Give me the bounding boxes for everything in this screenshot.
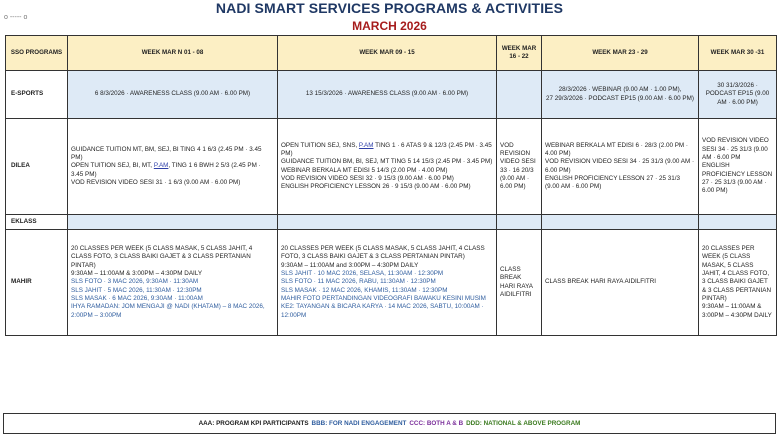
eklass-week3 (497, 215, 542, 230)
mahir-line: SLS MASAK · 6 MAC 2026, 9:30AM · 11:00AM (71, 294, 203, 302)
program-label: E-SPORTS (6, 71, 68, 119)
column-header: WEEK MAR N 01 - 08 (68, 36, 278, 71)
text-fragment: OPEN TUITION SEJ, BI, MT, (71, 162, 154, 170)
mahir-week4: CLASS BREAK HARI RAYA AIDILFITRI (542, 230, 699, 336)
esports-week4-line: 27 29/3/2026 · PODCAST EP15 (9.00 AM · 6.00 PM) (546, 94, 694, 102)
mahir-week1 (68, 230, 278, 336)
dilea-week3: VOD REVISION VIDEO SESI 33 · 16 20/3 (9.00 AM · 6.00 PM) (497, 119, 542, 215)
mahir-week2 (278, 230, 497, 336)
legend-item-both: CCC: BOTH A & B (409, 420, 464, 427)
esports-week4 (542, 71, 699, 119)
dilea-line (281, 142, 493, 159)
dilea-line: VOD REVISION VIDEO SESI 32 · 9 15/3 (9.00 AM · 6.00 PM) (281, 174, 454, 182)
table-row-esports (6, 71, 777, 119)
page-subtitle: MARCH 2026 (352, 19, 427, 33)
mahir-line: SLS FOTO · 3 MAC 2026, 9:30AM · 11:30AM (71, 278, 199, 286)
dilea-week5 (699, 119, 777, 215)
esports-week5: 30 31/3/2026 · PODCAST EP15 (9.00 AM · 6.00 PM) (699, 71, 777, 119)
dilea-line: GUIDANCE TUITION MT, BM, SEJ, BI TING 4 1 6/3 (2.45 PM · 3.45 PM) (71, 145, 262, 162)
esports-week1: 6 8/3/2026 · AWARENESS CLASS (9.00 AM · 6.00 PM) (68, 71, 278, 119)
page-title: NADI SMART SERVICES PROGRAMS & ACTIVITIES (215, 0, 564, 16)
eklass-week5 (699, 215, 777, 230)
legend-item-engagement: BBB: FOR NADI ENGAGEMENT (311, 420, 407, 427)
esports-week2: 13 15/3/2026 · AWARENESS CLASS (9.00 AM · 6.00 PM) (278, 71, 497, 119)
esports-week3 (497, 71, 542, 119)
legend-bar (3, 413, 776, 434)
program-label: EKLASS (6, 215, 68, 230)
pam-link[interactable]: P.AM (358, 141, 374, 149)
mahir-line: 9:30AM – 11:00AM & 3:00PM – 4:30PM DAILY (71, 270, 203, 278)
mahir-week5 (699, 230, 777, 336)
column-header: SSO PROGRAMS (6, 36, 68, 71)
dilea-week4 (542, 119, 699, 215)
mahir-line: IHYA RAMADAN: JOM MENGAJI @ NADI (KHATAM) – 8 MAC 2026, 2:00PM – 3:00PM (71, 303, 265, 319)
esports-week4-line: 28/3/2026 · WEBINAR (9.00 AM · 1.00 PM), (558, 86, 682, 94)
program-label: DILEA (6, 119, 68, 215)
eklass-week1 (68, 215, 278, 230)
dilea-line: ENGLISH PROFICIENCY LESSON 27 · 25 31/3 (9.00 AM · 6.00 PM) (702, 162, 773, 195)
dilea-line (71, 162, 274, 179)
text-fragment: TING 1 · 6 ATAS 9 & 12/3 (2.45 PM · 3.45 PM) (281, 141, 492, 157)
mahir-line: 9:30AM – 11:00AM and 3:00PM – 4:30PM DAILY (281, 261, 419, 269)
dilea-line: ENGLISH PROFICIENCY LESSON 26 · 9 15/3 (9.00 AM · 6.00 PM) (281, 183, 471, 191)
mahir-line: SLS JAHIT · 10 MAC 2026, SELASA, 11:30AM · 12:30PM (281, 270, 444, 278)
mahir-line: 9:30AM – 11:00AM & 3:00PM – 4:30PM DAILY (702, 303, 772, 319)
column-header: WEEK MAR 09 - 15 (278, 36, 497, 71)
mahir-line: 20 CLASSES PER WEEK (5 CLASS MASAK, 5 CLASS JAHIT, 4 CLASS FOTO, 3 CLASS BAIKI GAJET & 3 CLASS PERTANIAN PINTAR) (281, 245, 485, 261)
pam-link[interactable]: P.AM (153, 162, 169, 170)
mahir-line: SLS MASAK · 12 MAC 2026, KHAMIS, 11:30AM · 12:30PM (281, 286, 448, 294)
column-header: WEEK MAR 23 - 29 (542, 36, 699, 71)
mahir-line: SLS JAHIT · 5 MAC 2026, 11:30AM · 12:30PM (71, 286, 202, 294)
table-row-eklass (6, 215, 777, 230)
table-row-mahir (6, 230, 777, 336)
dilea-line: GUIDANCE TUITION BM, BI, SEJ, MT TING 5 14 15/3 (2.45 PM · 3.45 PM) (281, 158, 493, 166)
column-header: WEEK MAR 16 - 22 (497, 36, 542, 71)
table-header-row (6, 36, 777, 71)
dilea-line: VOD REVISION VIDEO SESI 34 · 25 31/3 (9.00 AM · 6.00 PM (702, 137, 769, 162)
program-label: MAHIR (6, 230, 68, 336)
dilea-line: VOD REVISION VIDEO SESI 31 · 1 6/3 (9.00 AM · 6.00 PM) (71, 178, 241, 186)
table-row-dilea (6, 119, 777, 215)
text-fragment: OPEN TUITION SEJ, SNS, (281, 141, 359, 149)
mahir-line: SLS FOTO · 11 MAC 2026, RABU, 11:30AM · 12:30PM (281, 278, 436, 286)
dilea-line: ENGLISH PROFICIENCY LESSON 27 · 25 31/3 (9.00 AM · 6.00 PM) (545, 174, 680, 191)
eklass-week4 (542, 215, 699, 230)
mahir-line: 20 CLASSES PER WEEK (5 CLASS MASAK, 5 CLASS JAHIT, 4 CLASS FOTO, 3 CLASS BAIKI GAJET & 3 CLASS PERTANIAN PINTAR) (702, 245, 772, 302)
mahir-line: 20 CLASSES PER WEEK (5 CLASS MASAK, 5 CLASS JAHIT, 4 CLASS FOTO, 3 CLASS BAIKI GAJET & 3 CLASS PERTANIAN PINTAR) (71, 245, 253, 269)
header-decoration: o ----- o (4, 14, 28, 21)
schedule-table (5, 35, 777, 336)
mahir-line: MAHIR FOTO PERTANDINGAN VIDEOGRAFI BAWAKU KESINI MUSIM KE2: TAYANGAN & BICARA KARYA · 14 MAC 2026, SABTU, 10:00AM · 12:00PM (281, 294, 486, 319)
legend-item-national: DDD: NATIONAL & ABOVE PROGRAM (466, 420, 581, 427)
legend-item-kpi: AAA: PROGRAM KPI PARTICIPANTS (198, 420, 309, 427)
column-header: WEEK MAR 30 -31 (699, 36, 777, 71)
eklass-week2 (278, 215, 497, 230)
mahir-week3: CLASS BREAK HARI RAYA AIDILFITRI (497, 230, 542, 336)
dilea-week2 (278, 119, 497, 215)
dilea-line: VOD REVISION VIDEO SESI 34 · 25 31/3 (9.00 AM · 6.00 PM) (545, 158, 695, 174)
dilea-line: WEBINAR BERKALA MT EDISI 5 14/3 (2.00 PM · 4.00 PM) (281, 166, 448, 174)
dilea-line: WEBINAR BERKALA MT EDISI 6 · 28/3 (2.00 PM · 4.00 PM) (545, 141, 689, 157)
dilea-week1 (68, 119, 278, 215)
text-fragment: , TING 1 6 BWH 2 5/3 (2.45 PM · 3.45 PM) (71, 162, 261, 178)
